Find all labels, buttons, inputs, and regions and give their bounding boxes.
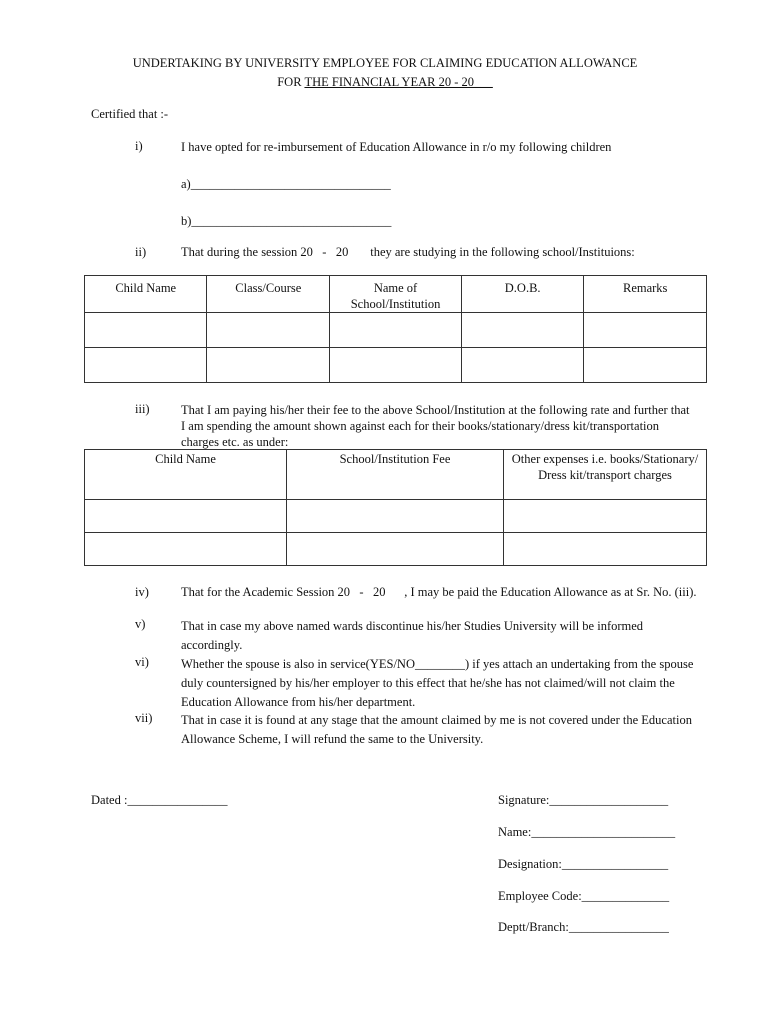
financial-year: THE FINANCIAL YEAR 20 - 20___ [304,75,493,89]
certified-label: Certified that :- [91,107,169,121]
item-v-text: That in case my above named wards discontinue his/her Studies University will be informed accordingly. [181,619,644,652]
table-cell[interactable] [584,348,707,383]
form-subtitle [0,75,770,90]
col-child-name: Child Name [85,276,207,313]
item-vi-text: Whether the spouse is also in service(YES/NO________) if yes attach an undertaking from the spouse duly countersigned by his/her employer to this effect that he/she has not claimed/will not claim the Education Allowance from his/her department. [181,657,694,709]
col-school-fee: School/Institution Fee [287,450,504,500]
dated-field[interactable]: Dated :________________ [91,793,228,807]
item-vii-number: vii) [135,711,153,725]
item-i-text: I have opted for re-imbursement of Education Allowance in r/o my following children [181,140,612,154]
item-ii-text: That during the session 20 - 20 they are studying in the following school/Instituions: [181,245,635,259]
item-vii-text: That in case it is found at any stage that the amount claimed by me is not covered under the Education Allowance Scheme, I will refund the same to the University. [181,713,692,746]
table-cell[interactable] [85,313,207,348]
deptt-branch-field[interactable]: Deptt/Branch:________________ [498,920,669,934]
table-cell[interactable] [584,313,707,348]
table-cell[interactable] [504,533,707,566]
table-cell[interactable] [207,313,330,348]
item-ii-number: ii) [135,245,147,259]
fee-expenses-table [84,449,707,566]
item-i-number: i) [135,139,143,153]
item-v-number: v) [135,617,146,631]
col-dob: D.O.B. [461,276,584,313]
table-header-row [85,276,707,313]
designation-field[interactable]: Designation:_________________ [498,857,669,871]
col-remarks: Remarks [584,276,707,313]
col-child-name: Child Name [85,450,287,500]
child-a-field[interactable]: a)________________________________ [181,177,391,191]
name-field[interactable]: Name:_______________________ [498,825,676,839]
item-iv-text: That for the Academic Session 20 - 20 , I may be paid the Education Allowance as at Sr. No. (iii). [181,585,697,599]
item-iv-number: iv) [135,585,149,599]
child-b-field[interactable]: b)________________________________ [181,214,392,228]
table-row [85,500,707,533]
table-cell[interactable] [85,533,287,566]
table-cell[interactable] [287,533,504,566]
table-cell[interactable] [85,500,287,533]
table-cell[interactable] [287,500,504,533]
table-row [85,533,707,566]
signature-field[interactable]: Signature:___________________ [498,793,669,807]
table-cell[interactable] [504,500,707,533]
table-cell[interactable] [207,348,330,383]
item-iii-text: That I am paying his/her their fee to the above School/Institution at the following rate and further that I am spending the amount shown against each for their books/stationary/dress kit/transportation charges etc. as under: [181,403,690,449]
table-cell[interactable] [461,348,584,383]
form-title: UNDERTAKING BY UNIVERSITY EMPLOYEE FOR CLAIMING EDUCATION ALLOWANCE [132,56,638,70]
table-row [85,313,707,348]
table-header-row [85,450,707,500]
children-school-table [84,275,707,383]
table-cell[interactable] [330,348,462,383]
table-cell[interactable] [85,348,207,383]
col-school-name: Name of School/Institution [330,276,462,313]
table-row [85,348,707,383]
employee-code-field[interactable]: Employee Code:______________ [498,889,670,903]
subtitle-prefix: FOR [277,75,305,89]
table-cell[interactable] [330,313,462,348]
item-iii-number: iii) [135,402,150,416]
col-other-expenses: Other expenses i.e. books/Stationary/ Dress kit/transport charges [504,450,707,500]
col-class-course: Class/Course [207,276,330,313]
table-cell[interactable] [461,313,584,348]
item-vi-number: vi) [135,655,149,669]
